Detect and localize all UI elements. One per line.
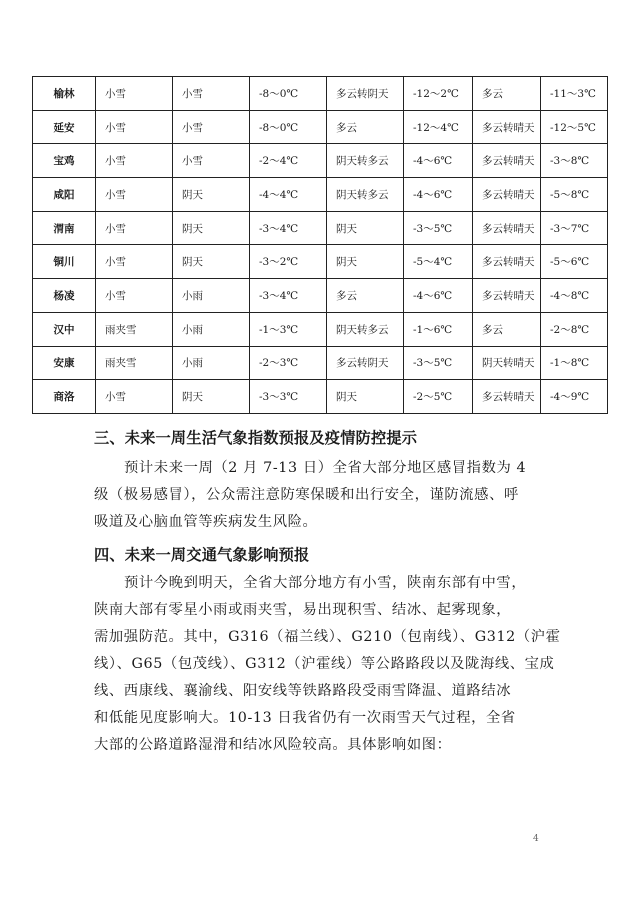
table-cell: 小雪	[173, 110, 250, 144]
table-cell: -4～9℃	[541, 380, 608, 414]
table-cell: 小雪	[173, 144, 250, 178]
table-cell: -3～5℃	[404, 346, 473, 380]
table-cell: -3～2℃	[250, 245, 327, 279]
table-cell: -12～5℃	[541, 110, 608, 144]
table-cell: 多云	[327, 110, 404, 144]
table-cell: -12～4℃	[404, 110, 473, 144]
table-cell: 阴天	[173, 380, 250, 414]
paragraph-line: 预计今晚到明天，全省大部分地方有小雪，陕南东部有中雪，	[124, 575, 527, 591]
table-cell: 小雪	[96, 144, 173, 178]
city-cell: 铜川	[33, 245, 96, 279]
forecast-table	[32, 76, 608, 414]
table-cell: -4～6℃	[404, 178, 473, 212]
table-cell: 多云转阴天	[327, 346, 404, 380]
table-cell: -11～3℃	[541, 77, 608, 111]
table-row	[33, 211, 608, 245]
table-row	[33, 110, 608, 144]
table-cell: -4～6℃	[404, 144, 473, 178]
table-cell: -2～3℃	[250, 346, 327, 380]
table-cell: -3～4℃	[250, 279, 327, 313]
table-cell: 多云	[327, 279, 404, 313]
city-cell: 汉中	[33, 312, 96, 346]
table-cell: 多云转晴天	[473, 380, 541, 414]
table-cell: 多云转晴天	[473, 279, 541, 313]
paragraph-line: 和低能见度影响大。10-13 日我省仍有一次雨雪天气过程，全省	[94, 710, 516, 726]
city-cell: 安康	[33, 346, 96, 380]
table-cell: 阴天	[327, 245, 404, 279]
table-row	[33, 346, 608, 380]
table-cell: 小雨	[173, 279, 250, 313]
table-cell: 小雪	[96, 110, 173, 144]
table-cell: 小雪	[96, 380, 173, 414]
city-cell: 杨凌	[33, 279, 96, 313]
table-cell: 小雪	[96, 77, 173, 111]
table-cell: -3～3℃	[250, 380, 327, 414]
table-cell: 阴天	[173, 245, 250, 279]
city-cell: 宝鸡	[33, 144, 96, 178]
table-cell: 多云转阴天	[327, 77, 404, 111]
table-cell: -2～8℃	[541, 312, 608, 346]
section-3-heading: 三、未来一周生活气象指数预报及疫情防控提示	[94, 429, 418, 447]
table-cell: -4～4℃	[250, 178, 327, 212]
paragraph-line: 大部的公路道路湿滑和结冰风险较高。具体影响如图：	[94, 737, 452, 753]
table-row	[33, 380, 608, 414]
table-cell: 小雪	[96, 245, 173, 279]
table-cell: 多云转晴天	[473, 245, 541, 279]
table-row	[33, 77, 608, 111]
table-cell: 阴天转多云	[327, 178, 404, 212]
section-3-paragraph	[94, 455, 570, 536]
table-cell: 小雨	[173, 346, 250, 380]
table-cell: 小雪	[96, 178, 173, 212]
paragraph-line: 级（极易感冒），公众需注意防寒保暖和出行安全，谨防流感、呼	[94, 487, 519, 503]
table-cell: -4～6℃	[404, 279, 473, 313]
table-cell: -12～2℃	[404, 77, 473, 111]
forecast-table-body	[33, 77, 608, 414]
page-number: 4	[533, 834, 539, 844]
table-cell: -3～8℃	[541, 144, 608, 178]
city-cell: 渭南	[33, 211, 96, 245]
city-cell: 榆林	[33, 77, 96, 111]
table-cell: -4～8℃	[541, 279, 608, 313]
table-cell: 小雨	[173, 312, 250, 346]
city-cell: 咸阳	[33, 178, 96, 212]
table-cell: 多云	[473, 312, 541, 346]
table-cell: -8～0℃	[250, 77, 327, 111]
paragraph-line: 线、西康线、襄渝线、阳安线等铁路路段受雨雪降温、道路结冰	[94, 683, 512, 699]
table-cell: 小雪	[96, 211, 173, 245]
table-cell: 多云转晴天	[473, 110, 541, 144]
table-cell: 阴天转多云	[327, 144, 404, 178]
city-cell: 商洛	[33, 380, 96, 414]
table-cell: 雨夹雪	[96, 346, 173, 380]
table-row	[33, 312, 608, 346]
table-cell: -8～0℃	[250, 110, 327, 144]
table-cell: 多云转晴天	[473, 144, 541, 178]
table-cell: -2～4℃	[250, 144, 327, 178]
table-cell: -3～5℃	[404, 211, 473, 245]
table-cell: -3～4℃	[250, 211, 327, 245]
city-cell: 延安	[33, 110, 96, 144]
table-cell: 阴天	[327, 380, 404, 414]
table-cell: 小雪	[173, 77, 250, 111]
table-cell: -5～6℃	[541, 245, 608, 279]
table-cell: -3～7℃	[541, 211, 608, 245]
table-cell: 多云转晴天	[473, 211, 541, 245]
table-cell: 多云转晴天	[473, 178, 541, 212]
section-4-paragraph	[94, 570, 570, 759]
paragraph-line: 线）、G65（包茂线）、G312（沪霍线）等公路路段以及陇海线、宝成	[94, 656, 555, 672]
table-cell: 阴天转多云	[327, 312, 404, 346]
paragraph-line: 需加强防范。其中，G316（福兰线）、G210（包南线）、G312（沪霍	[94, 629, 561, 645]
table-cell: -5～8℃	[541, 178, 608, 212]
paragraph-line: 吸道及心脑血管等疾病发生风险。	[94, 514, 318, 530]
paragraph-line: 陕南大部有零星小雨或雨夹雪，易出现积雪、结冰、起雾现象，	[94, 602, 512, 618]
paragraph-line: 预计未来一周（2 月 7-13 日）全省大部分地区感冒指数为 4	[124, 460, 527, 476]
table-cell: -1～3℃	[250, 312, 327, 346]
section-4-heading: 四、未来一周交通气象影响预报	[94, 546, 310, 564]
table-row	[33, 144, 608, 178]
table-cell: 小雪	[96, 279, 173, 313]
table-cell: 阴天	[173, 178, 250, 212]
table-cell: 阴天	[327, 211, 404, 245]
table-cell: 雨夹雪	[96, 312, 173, 346]
table-row	[33, 178, 608, 212]
table-cell: 阴天	[173, 211, 250, 245]
table-cell: 多云	[473, 77, 541, 111]
table-cell: -5～4℃	[404, 245, 473, 279]
table-cell: 阴天转晴天	[473, 346, 541, 380]
table-row	[33, 245, 608, 279]
table-row	[33, 279, 608, 313]
table-cell: -2～5℃	[404, 380, 473, 414]
table-cell: -1～8℃	[541, 346, 608, 380]
table-cell: -1～6℃	[404, 312, 473, 346]
